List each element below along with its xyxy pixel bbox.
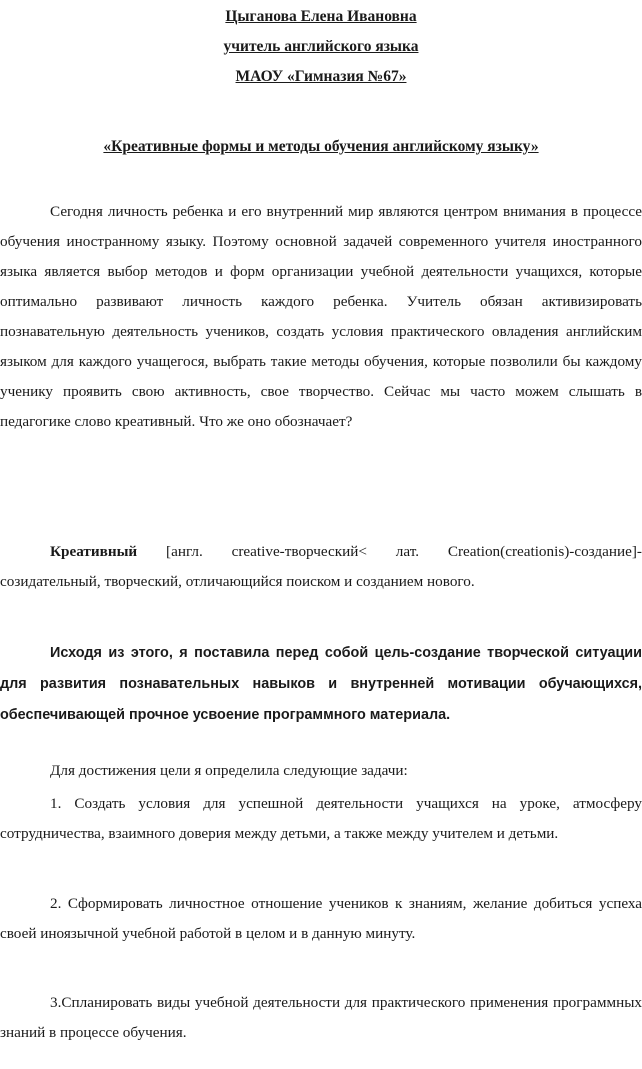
definition-term: Креативный	[50, 543, 138, 560]
task-item-1: 1. Создать условия для успешной деятельности учащихся на уроке, атмосферу сотрудничества, взаимного доверия между детьми, а также между учителем и детьми.	[0, 795, 642, 842]
author-position: учитель английского языка	[223, 38, 419, 55]
task-item-2: 2. Сформировать личностное отношение учеников к знаниям, желание добиться успеха своей иноязычной учебной работой в целом и в данную минуту.	[0, 895, 642, 942]
tasks-intro: Для достижения цели я определила следующие задачи:	[50, 762, 408, 779]
school-name: МАОУ «Гимназия №67»	[235, 68, 407, 85]
goal-paragraph: Исходя из этого, я поставила перед собой цель-создание творческой ситуации для развития познавательных навыков и внутренней мотивации обучающихся, обеспечивающей прочное усвоение программного материала.	[0, 645, 642, 723]
document-title: «Креативные формы и методы обучения английскому языку»	[103, 138, 539, 155]
author-name: Цыганова Елена Ивановна	[225, 8, 417, 25]
definition-text: [англ. creative-творческий< лат. Creation(creationis)-создание]-созидательный, творческий, отличающийся поиском и созданием нового.	[0, 543, 642, 590]
definition-paragraph	[0, 537, 642, 597]
task-item-3: 3.Спланировать виды учебной деятельности для практического применения программных знаний в процессе обучения.	[0, 994, 642, 1041]
intro-paragraph: Сегодня личность ребенка и его внутренний мир являются центром внимания в процессе обучения иностранному языку. Поэтому основной задачей современного учителя иностранного языка является выбор методов и форм организации учебной деятельности учащихся, которые оптимально развивают личность каждого ребенка. Учитель обязан активизировать познавательную деятельность учеников, создать условия практического овладения английским языком для каждого учащегося, выбрать такие методы обучения, которые позволили бы каждому ученику проявить свою активность, свое творчество. Сейчас мы часто можем слышать в педагогике слово креативный. Что же оно обозначает?	[0, 203, 642, 430]
